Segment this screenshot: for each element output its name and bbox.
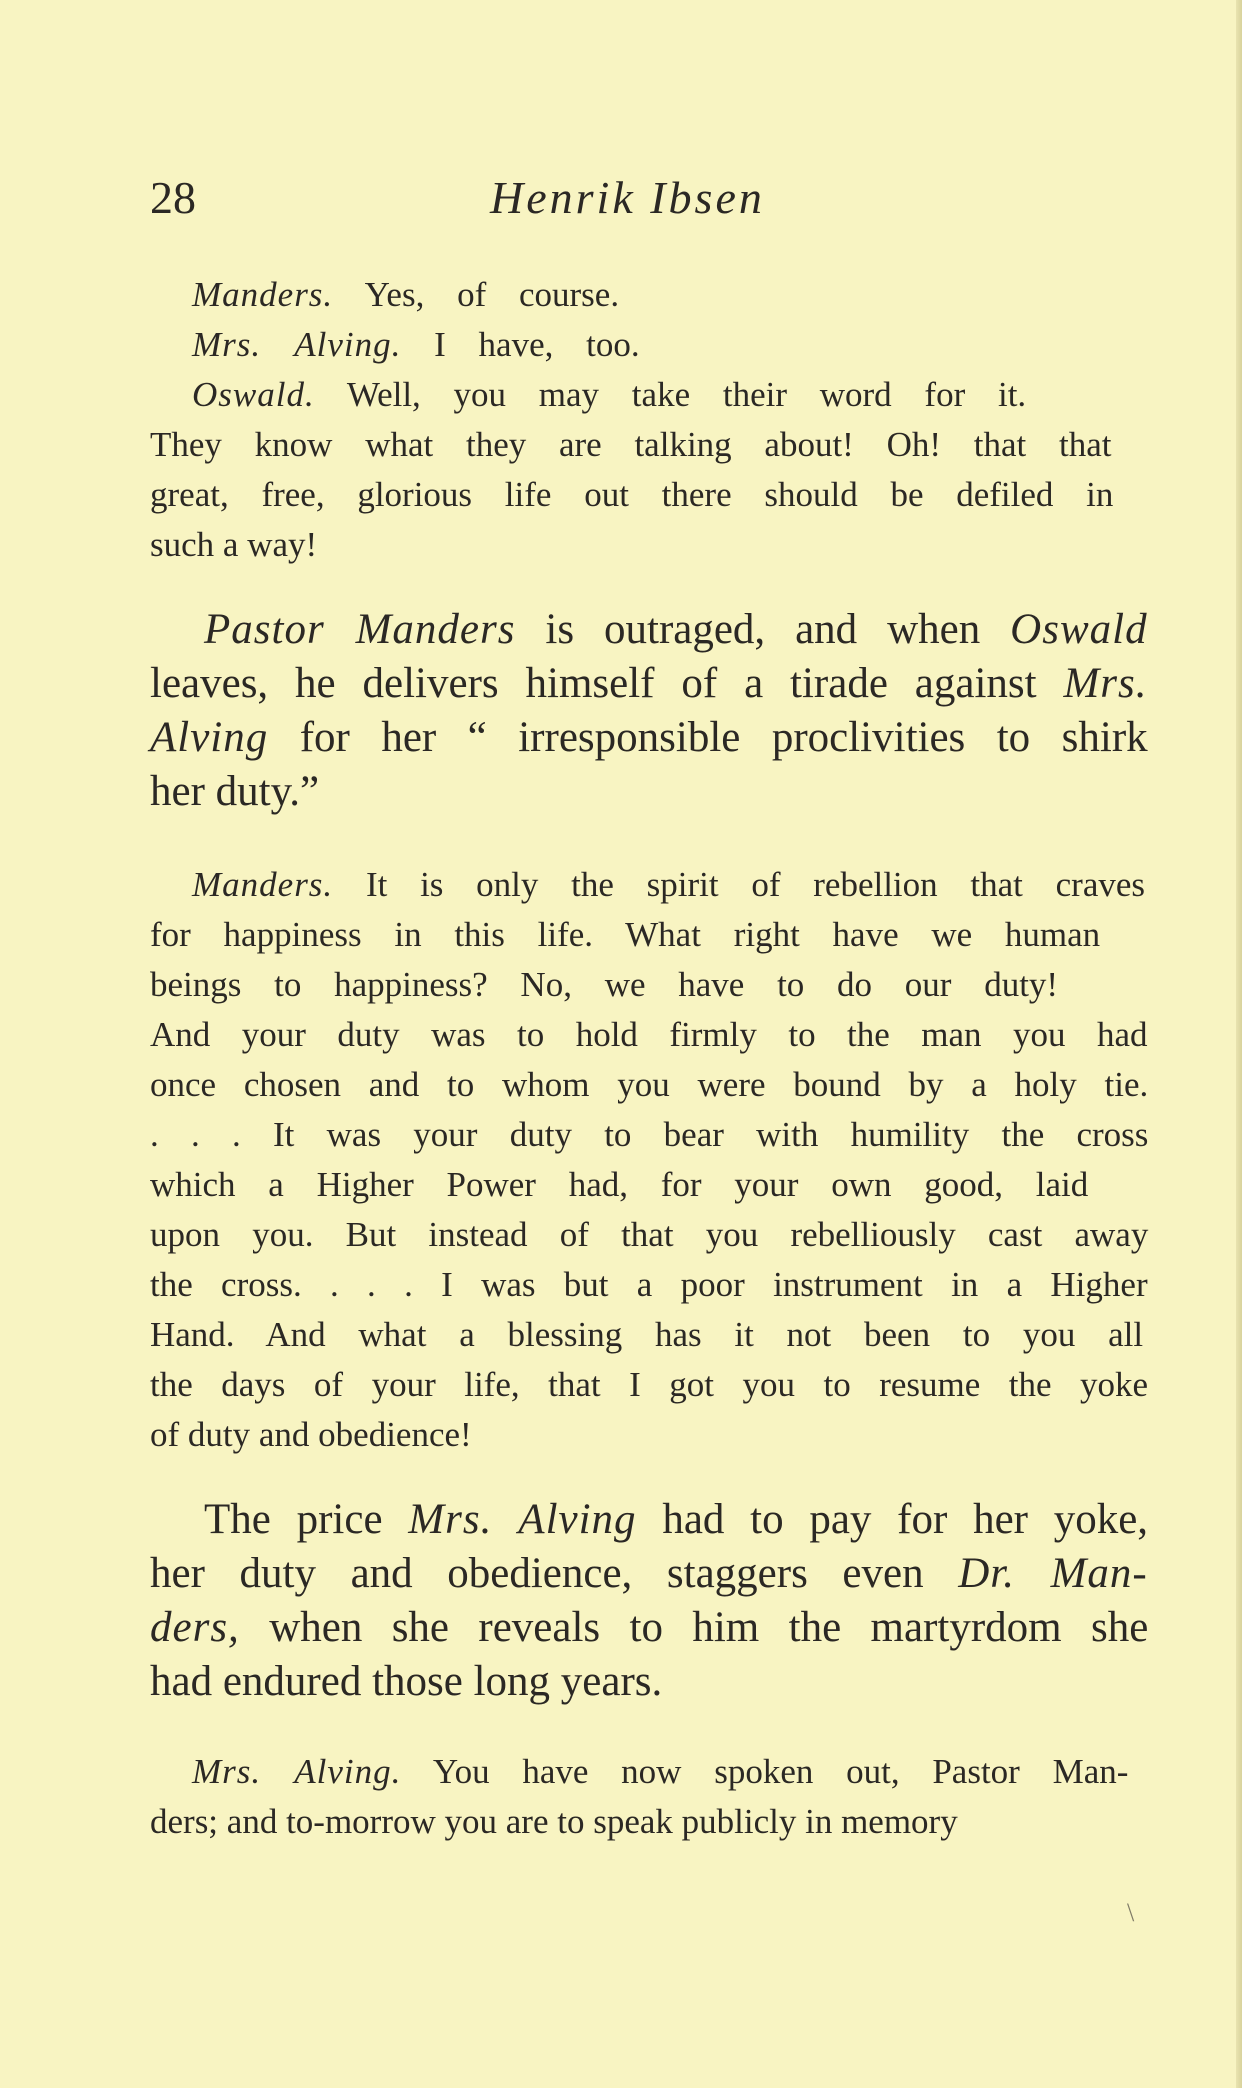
dialogue-line xyxy=(150,320,1148,370)
dialogue-block-1 xyxy=(150,270,1148,570)
character-name: Alving xyxy=(150,714,269,761)
page-edge-shadow xyxy=(1236,0,1242,2088)
dialogue-line: upon you. But instead of that you rebelliously cast away xyxy=(150,1215,1149,1254)
dialogue-text: Yes, of course. xyxy=(333,275,620,314)
dialogue-block-2 xyxy=(150,860,1148,1460)
narration-line: had endured those long years. xyxy=(150,1658,663,1705)
dialogue-text: You have now spoken out, Pastor Man- xyxy=(401,1752,1129,1791)
dialogue-line xyxy=(150,860,1148,910)
character-name: Oswald xyxy=(1010,606,1148,653)
character-name: Pastor Manders xyxy=(204,606,516,653)
dialogue-line: great, free, glorious life out there should be defiled in xyxy=(150,475,1114,514)
dialogue-line: the cross. . . . I was but a poor instrument in a Higher xyxy=(150,1265,1148,1304)
dialogue-line xyxy=(150,270,1148,320)
dialogue-text: It is only the spirit of rebellion that craves xyxy=(333,865,1146,904)
dialogue-text: I have, too. xyxy=(401,325,640,364)
dialogue-line: beings to happiness? No, we have to do our duty! xyxy=(150,965,1059,1004)
dialogue-line: ders; and to-morrow you are to speak publicly in memory xyxy=(150,1802,958,1841)
dialogue-line: the days of your life, that I got you to resume the yoke xyxy=(150,1365,1149,1404)
narration-line: Alving for her “ irresponsible proclivities to shirk xyxy=(150,714,1148,761)
speaker-name: Mrs. Alving. xyxy=(192,325,402,364)
narration-line: her duty.” xyxy=(150,768,320,815)
speaker-name: Oswald. xyxy=(192,375,315,414)
page-number: 28 xyxy=(150,172,196,223)
dialogue-line: They know what they are talking about! Oh! that that xyxy=(150,425,1112,464)
narration-paragraph-1 xyxy=(150,603,1148,819)
character-name: Dr. Man- xyxy=(958,1550,1148,1597)
character-name: Mrs. xyxy=(1063,660,1148,707)
dialogue-line: which a Higher Power had, for your own good, laid xyxy=(150,1165,1089,1204)
dialogue-line: such a way! xyxy=(150,525,318,564)
speaker-name: Mrs. Alving. xyxy=(192,1752,402,1791)
narration-line: The price Mrs. Alving had to pay for her yoke, xyxy=(204,1496,1149,1543)
narration-line: Pastor Manders is outraged, and when Oswald xyxy=(204,606,1148,653)
dialogue-line: . . . It was your duty to bear with humility the cross xyxy=(150,1115,1149,1154)
page-header xyxy=(150,168,1150,228)
character-name: ders, xyxy=(150,1604,240,1651)
dialogue-line xyxy=(150,370,1148,420)
dialogue-line: for happiness in this life. What right have we human xyxy=(150,915,1101,954)
narration-line: her duty and obedience, staggers even Dr. Man- xyxy=(150,1550,1148,1597)
dialogue-line xyxy=(150,1747,1148,1797)
dialogue-line: And your duty was to hold firmly to the man you had xyxy=(150,1015,1148,1054)
dialogue-block-3 xyxy=(150,1747,1148,1847)
character-name: Mrs. Alving xyxy=(408,1496,637,1543)
running-title: Henrik Ibsen xyxy=(490,172,765,223)
narration-paragraph-2 xyxy=(150,1493,1148,1709)
speaker-name: Manders. xyxy=(192,865,334,904)
narration-line: ders, when she reveals to him the martyrdom she xyxy=(150,1604,1149,1651)
print-speck-mark: \ xyxy=(1127,1898,1135,1927)
speaker-name: Manders. xyxy=(192,275,334,314)
dialogue-text: Well, you may take their word for it. xyxy=(314,375,1027,414)
dialogue-line: of duty and obedience! xyxy=(150,1415,472,1454)
narration-line: leaves, he delivers himself of a tirade against Mrs. xyxy=(150,660,1148,707)
dialogue-line: once chosen and to whom you were bound by a holy tie. xyxy=(150,1065,1149,1104)
dialogue-line: Hand. And what a blessing has it not been to you all xyxy=(150,1315,1144,1354)
